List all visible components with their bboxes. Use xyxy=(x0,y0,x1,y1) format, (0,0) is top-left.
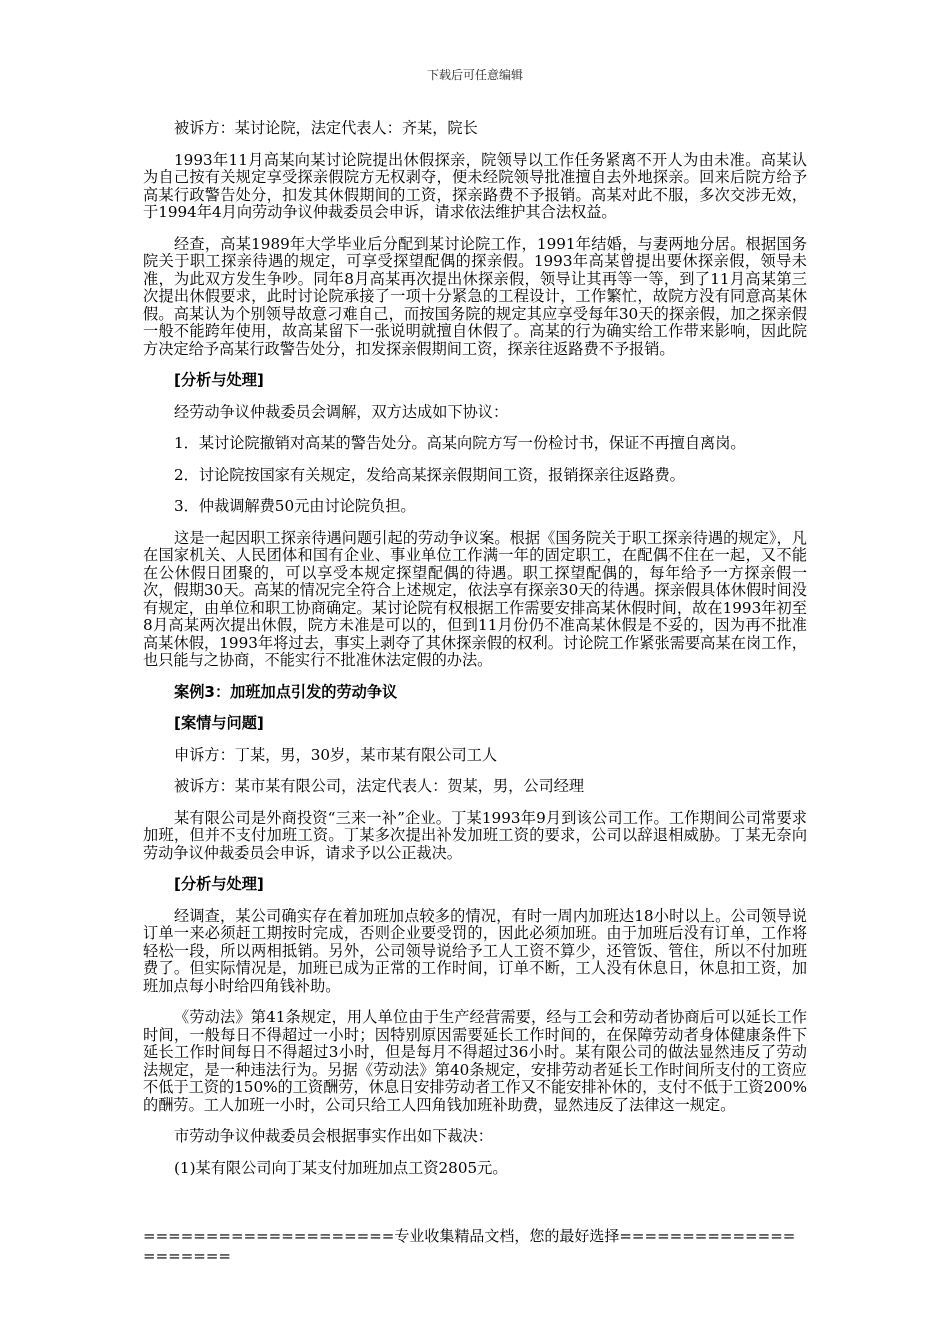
paragraph: 1993年11月高某向某讨论院提出休假探亲，院领导以工作任务紧离不开人为由未准。高某认为自己按有关规定享受探亲假院方无权剥夺，便未经院领导批准擅自去外地探亲。回来后院方给予高某行政警告处分，扣发其休假期间的工资，探亲路费不予报销。高某对此不服，多次交涉无效，于1994年4月向劳动争议仲裁委员会申诉，请求依法维护其合法权益。 xyxy=(143,150,807,221)
paragraph: 经劳动争议仲裁委员会调解，双方达成如下协议： xyxy=(174,402,509,421)
list-item: 1．某讨论院撤销对高某的警告处分。高某向院方写一份检讨书，保证不再擅自离岗。 xyxy=(174,434,746,452)
paragraph: (1)某有限公司向丁某支付加班加点工资2805元。 xyxy=(174,1158,508,1177)
list-item: 2．讨论院按国家有关规定，发给高某探亲假期间工资，报销探亲往返路费。 xyxy=(174,465,685,484)
page-header: 下载后可任意编辑 xyxy=(426,68,523,82)
paragraph: 某有限公司是外商投资“三来一补”企业。丁某1993年9月到该公司工作。工作期间公司常要求加班，但并不支付加班工资。丁某多次提出补发加班工资的要求，公司以辞退相威胁。丁某无奈向劳动争议仲裁委员会申诉，请求予以公正裁决。 xyxy=(143,808,807,862)
paragraph: 市劳动争议仲裁委员会根据事实作出如下裁决： xyxy=(174,1127,493,1145)
case-title: 案例3：加班加点引发的劳动争议 xyxy=(174,682,398,701)
paragraph: 被诉方：某市某有限公司，法定代表人：贺某，男，公司经理 xyxy=(174,777,585,795)
document-body xyxy=(143,120,807,1191)
paragraph: 经查，高某1989年大学毕业后分配到某讨论院工作，1991年结婚，与妻两地分居。根据国务院关于职工探亲待遇的规定，可享受探望配偶的探亲假。1993年高某曾提出要休探亲假，领导未准，为此双方发生争吵。同年8月高某再次提出休探亲假，领导让其再等一等，到了11月高某第三次提出休假要求，此时讨论院承接了一项十分紧急的工程设计，工作繁忙，故院方没有同意高某休假。高某认为个别领导故意刁难自己，而按国务院的规定其应享受每年30天的探亲假，加之探亲假一般不能跨年使用，故高某留下一张说明就擅自休假了。高某的行为确实给工作带来影响，因此院方决定给予高某行政警告处分，扣发探亲假期间工资，探亲往返路费不予报销。 xyxy=(143,234,807,358)
section-heading: [案情与问题] xyxy=(174,714,264,732)
paragraph: 被诉方：某讨论院，法定代表人：齐某，院长 xyxy=(174,119,478,137)
paragraph: 这是一起因职工探亲待遇问题引起的劳动争议案。根据《国务院关于职工探亲待遇的规定》，凡在国家机关、人民团体和国有企业、事业单位工作满一年的固定职工，在配偶不住在一起，又不能在公休假日团聚的，可以享受本规定探望配偶的待遇。职工探望配偶的，每年给予一方探亲假一次，假期30天。高某的情况完全符合上述规定，依法享有探亲30天的待遇。探亲假具体休假时间没有规定，由单位和职工协商确定。某讨论院有权根据工作需要安排高某休假时间，故在1993年初至8月高某两次提出休假，院方未准是可以的，但到11月份仍不准高某休假是不妥的，因为再不批准高某休假，1993年将过去，事实上剥夺了其休探亲假的权利。讨论院工作紧张需要高某在岗工作，也只能与之协商，不能实行不批准休法定假的办法。 xyxy=(143,528,807,669)
paragraph: 经调查，某公司确实存在着加班加点较多的情况，有时一周内加班达18小时以上。公司领导说订单一来必须赶工期按时完成，否则企业要受罚的，因此必须加班。由于加班后没有订单，工作将轻松一段，所以两相抵销。另外，公司领导说给予工人工资不算少，还管饭、管住，所以不付加班费了。但实际情况是，加班已成为正常的工作时间，订单不断，工人没有休息日，休息扣工资，加班加点每小时给四角钱补助。 xyxy=(143,906,807,995)
paragraph: 申诉方：丁某，男，30岁，某市某有限公司工人 xyxy=(174,745,498,764)
section-heading: [分析与处理] xyxy=(174,371,264,389)
paragraph: 《劳动法》第41条规定，用人单位由于生产经营需要，经与工会和劳动者协商后可以延长工作时间，一般每日不得超过一小时；因特别原因需要延长工作时间的，在保障劳动者身体健康条件下延长工作时间每日不得超过3小时，但是每月不得超过36小时。某有限公司的做法显然违反了劳动法规定，是一种违法行为。另据《劳动法》第40条规定，安排劳动者延长工作时间所支付的工资应不低于工资的150%的工资酬劳，休息日安排劳动者工作又不能安排补休的，支付不低于工资200%的酬劳。工人加班一小时，公司只给工人四角钱加班补助费，显然违反了法律这一规定。 xyxy=(143,1008,807,1114)
section-heading: [分析与处理] xyxy=(174,875,264,893)
page-footer: ====================专业收集精品文档，您的最好选择===================== xyxy=(143,1227,796,1265)
list-item: 3．仲裁调解费50元由讨论院负担。 xyxy=(174,497,416,515)
